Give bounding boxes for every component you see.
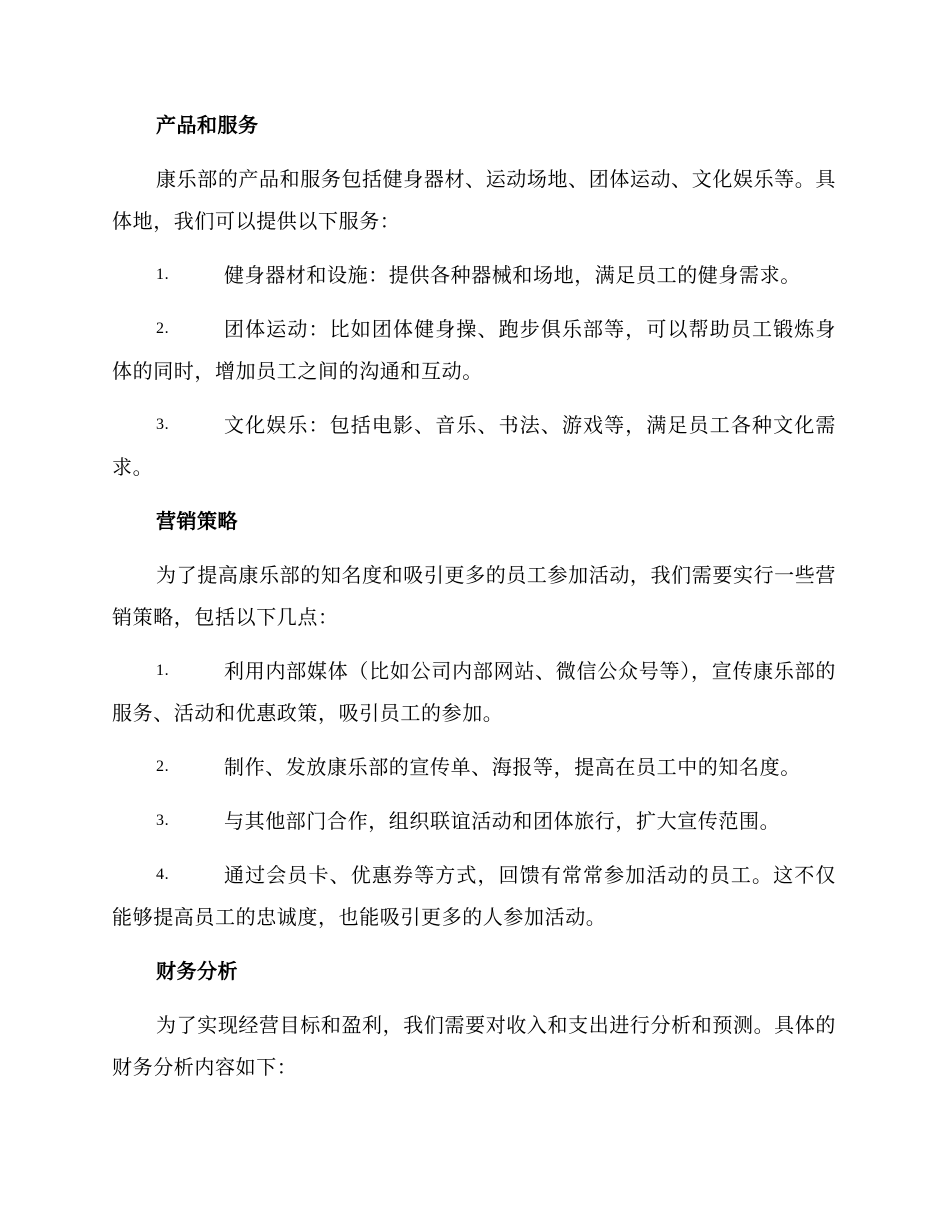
list-text: 通过会员卡、优惠券等方式，回馈有常常参加活动的员工。这不仅能够提高员工的忠诚度，也能吸引更多的人参加活动。 [112,863,836,929]
section-intro: 康乐部的产品和服务包括健身器材、运动场地、团体运动、文化娱乐等。具体地，我们可以提供以下服务： [112,167,836,233]
document-page [112,104,836,1100]
list-number: 3. [156,812,170,829]
list-text: 与其他部门合作，组织联谊活动和团体旅行，扩大宣传范围。 [224,809,781,833]
section-intro: 为了提高康乐部的知名度和吸引更多的员工参加活动，我们需要实行一些营销策略，包括以下几点： [112,563,836,629]
list-text: 团体运动：比如团体健身操、跑步俱乐部等，可以帮助员工锻炼身体的同时，增加员工之间的沟通和互动。 [112,317,836,383]
list-item [112,854,836,938]
list-number: 1. [156,662,170,679]
list-item [112,308,836,392]
section-intro: 为了实现经营目标和盈利，我们需要对收入和支出进行分析和预测。具体的财务分析内容如下： [112,1013,836,1079]
section-heading: 产品和服务 [156,113,259,137]
list-number: 2. [156,320,170,337]
list-number: 2. [156,758,170,775]
list-item [112,746,836,788]
list-item [112,650,836,734]
list-item [112,404,836,488]
section-marketing-strategy [112,500,836,938]
list-text: 利用内部媒体（比如公司内部网站、微信公众号等），宣传康乐部的服务、活动和优惠政策，吸引员工的参加。 [112,659,836,725]
section-financial-analysis [112,950,836,1088]
list-item [112,254,836,296]
section-heading: 财务分析 [156,959,238,983]
list-text: 文化娱乐：包括电影、音乐、书法、游戏等，满足员工各种文化需求。 [112,413,836,479]
list-item [112,800,836,842]
list-number: 1. [156,266,170,283]
list-number: 4. [156,866,170,883]
list-text: 制作、发放康乐部的宣传单、海报等，提高在员工中的知名度。 [224,755,801,779]
section-heading: 营销策略 [156,509,238,533]
section-products-services [112,104,836,488]
list-number: 3. [156,416,170,433]
list-text: 健身器材和设施：提供各种器械和场地，满足员工的健身需求。 [224,263,801,287]
